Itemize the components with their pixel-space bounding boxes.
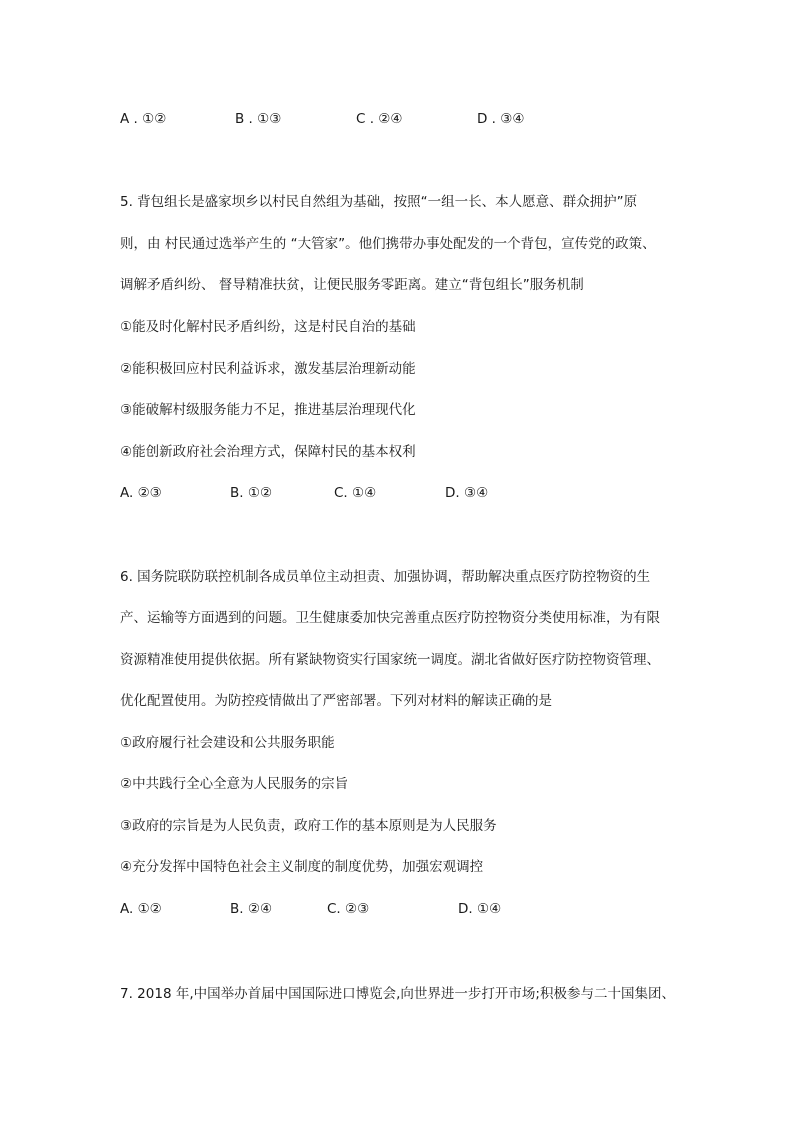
q5-stem-line-3: 调解矛盾纠纷、 督导精准扶贫，让便民服务零距离。建立“背包组长”服务机制 xyxy=(120,277,584,293)
q5-stem-line-2: 则，由 村民通过选举产生的 “大管家”。他们携带办事处配发的一个背包，宣传党的政策、 xyxy=(120,236,656,252)
q6-stem-line-2: 产、运输等方面遇到的问题。卫生健康委加快完善重点医疗防控物资分类使用标准，为有限 xyxy=(120,610,660,626)
q4-option-d: D . ③④ xyxy=(477,111,525,127)
q5-option-b: B. ①② xyxy=(230,485,273,501)
q6-option-b: B. ②④ xyxy=(230,901,273,917)
q5-item-4: ④能创新政府社会治理方式，保障村民的基本权利 xyxy=(120,444,416,460)
q7-stem-line-1: 7. 2018 年,中国举办首届中国国际进口博览会,向世界进一步打开市场;积极参与二十国集团、 xyxy=(120,986,675,1002)
q6-item-2: ②中共践行全心全意为人民服务的宗旨 xyxy=(120,776,349,792)
q6-item-3: ③政府的宗旨是为人民负责，政府工作的基本原则是为人民服务 xyxy=(120,818,497,834)
q4-option-a: A . ①② xyxy=(120,111,167,127)
q6-item-4: ④充分发挥中国特色社会主义制度的制度优势，加强宏观调控 xyxy=(120,859,484,875)
q5-option-c: C. ①④ xyxy=(334,485,377,501)
q6-item-1: ①政府履行社会建设和公共服务职能 xyxy=(120,735,335,751)
q6-stem-line-1: 6. 国务院联防联控机制各成员单位主动担责、加强协调，帮助解决重点医疗防控物资的生 xyxy=(120,569,651,585)
q4-option-b: B . ①③ xyxy=(235,111,282,127)
q5-item-1: ①能及时化解村民矛盾纠纷，这是村民自治的基础 xyxy=(120,319,416,335)
q5-stem-line-1: 5. 背包组长是盛家坝乡以村民自然组为基础，按照“一组一长、本人愿意、群众拥护”原 xyxy=(120,194,638,210)
q6-stem-line-3: 资源精准使用提供依据。所有紧缺物资实行国家统一调度。湖北省做好医疗防控物资管理、 xyxy=(120,652,660,668)
q5-item-3: ③能破解村级服务能力不足，推进基层治理现代化 xyxy=(120,402,416,418)
q5-item-2: ②能积极回应村民利益诉求，激发基层治理新动能 xyxy=(120,361,416,377)
q5-option-d: D. ③④ xyxy=(445,485,489,501)
q6-option-a: A. ①② xyxy=(120,901,162,917)
q6-option-d: D. ①④ xyxy=(458,901,502,917)
q5-option-a: A. ②③ xyxy=(120,485,162,501)
q6-option-c: C. ②③ xyxy=(327,901,370,917)
q6-stem-line-4: 优化配置使用。为防控疫情做出了严密部署。下列对材料的解读正确的是 xyxy=(120,693,552,709)
q4-option-c: C . ②④ xyxy=(356,111,403,127)
